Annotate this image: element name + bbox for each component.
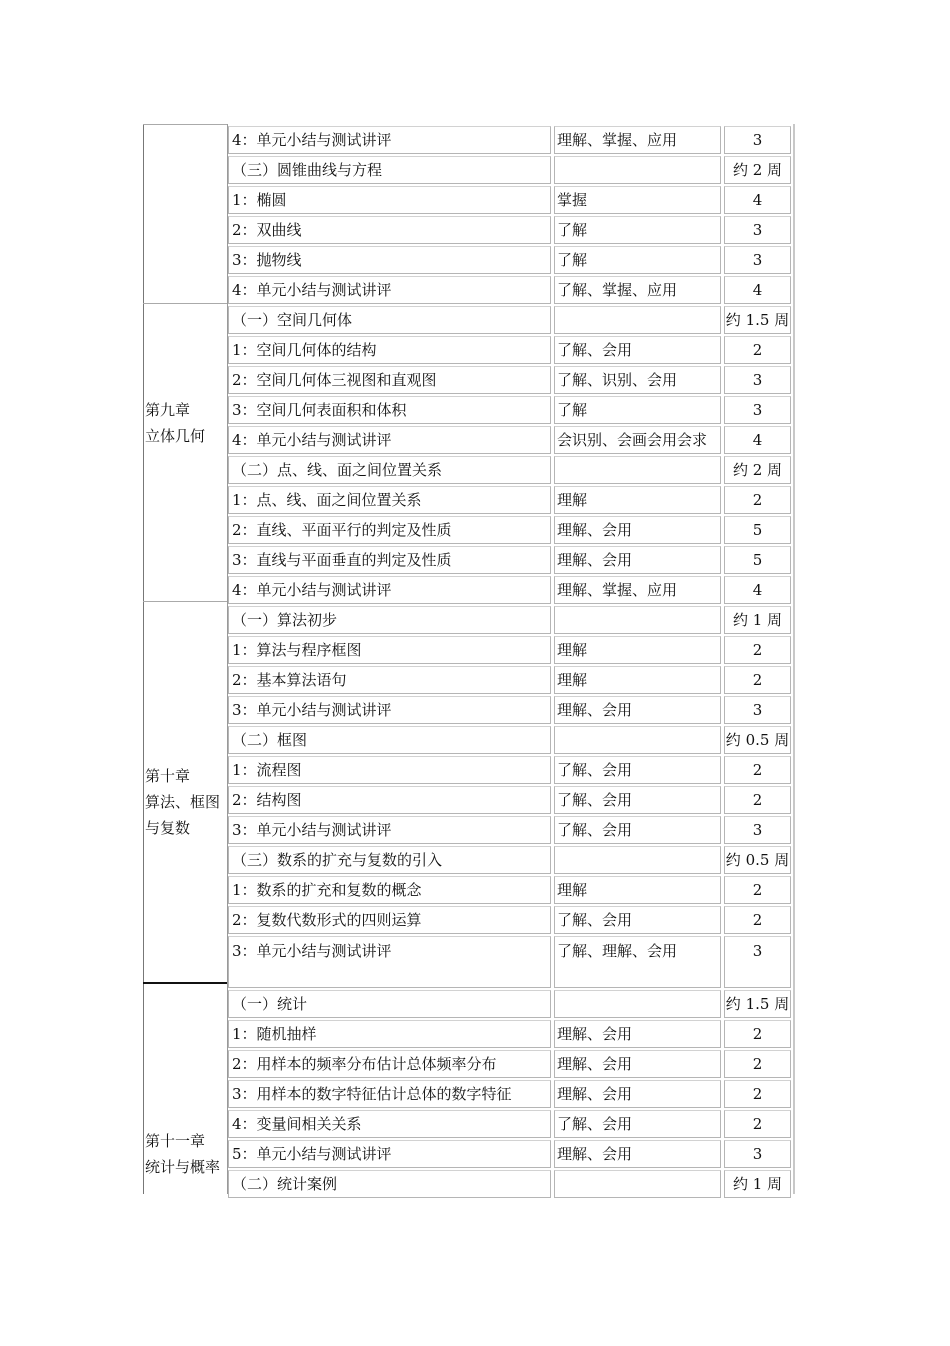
table-row [228, 246, 794, 274]
lesson-cell: 4：单元小结与测试讲评 [228, 126, 551, 154]
table-row [228, 846, 794, 874]
table-row [228, 1110, 794, 1138]
hours-cell: 约 0.5 周 [724, 846, 791, 874]
requirement-cell: 理解、会用 [554, 696, 721, 724]
lesson-cell: 2：空间几何体三视图和直观图 [228, 366, 551, 394]
table-row [228, 606, 794, 634]
chapter-label: 第九章 [145, 401, 191, 419]
lesson-cell: （二）点、线、面之间位置关系 [228, 456, 551, 484]
lesson-cell: 4：单元小结与测试讲评 [228, 276, 551, 304]
hours-cell: 4 [724, 426, 791, 454]
table-row [228, 1080, 794, 1108]
lesson-cell: （一）空间几何体 [228, 306, 551, 334]
table-row [228, 876, 794, 904]
table-row [228, 516, 794, 544]
requirement-cell: 掌握 [554, 186, 721, 214]
requirement-cell: 理解、会用 [554, 1050, 721, 1078]
hours-cell: 2 [724, 876, 791, 904]
syllabus-table [227, 124, 795, 1194]
lesson-cell: （一）算法初步 [228, 606, 551, 634]
table-row [228, 306, 794, 334]
hours-cell: 2 [724, 636, 791, 664]
table-row [228, 1050, 794, 1078]
table-row [228, 666, 794, 694]
hours-cell: 3 [724, 396, 791, 424]
hours-cell: 3 [724, 1140, 791, 1168]
requirement-cell: 理解 [554, 486, 721, 514]
lesson-cell: （二）框图 [228, 726, 551, 754]
requirement-cell: 了解、识别、会用 [554, 366, 721, 394]
hours-cell: 约 1 周 [724, 606, 791, 634]
requirement-cell: 理解、掌握、应用 [554, 126, 721, 154]
table-row [228, 1020, 794, 1048]
lesson-cell: （二）统计案例 [228, 1170, 551, 1198]
table-row [228, 486, 794, 514]
table-row [228, 816, 794, 844]
requirement-cell: 理解、会用 [554, 1140, 721, 1168]
lesson-cell: 1：点、线、面之间位置关系 [228, 486, 551, 514]
table-row [228, 456, 794, 484]
table-row [228, 936, 794, 988]
hours-cell: 约 2 周 [724, 156, 791, 184]
hours-cell: 2 [724, 756, 791, 784]
hours-cell: 3 [724, 216, 791, 244]
requirement-cell: 了解、会用 [554, 786, 721, 814]
chapter-label: 第十一章 [145, 1132, 206, 1150]
requirement-cell: 了解、会用 [554, 336, 721, 364]
requirement-cell: 理解、掌握、应用 [554, 576, 721, 604]
lesson-cell: 2：用样本的频率分布估计总体频率分布 [228, 1050, 551, 1078]
requirement-cell [554, 456, 721, 484]
lesson-cell: 1：流程图 [228, 756, 551, 784]
table-row [228, 336, 794, 364]
hours-cell: 4 [724, 576, 791, 604]
requirement-cell [554, 726, 721, 754]
requirement-cell: 理解 [554, 876, 721, 904]
table-row [228, 576, 794, 604]
chapter-label: 第十章 [145, 767, 191, 785]
table-row [228, 126, 794, 154]
requirement-cell: 了解 [554, 396, 721, 424]
hours-cell: 3 [724, 936, 791, 988]
requirement-cell [554, 1170, 721, 1198]
requirement-cell: 理解、会用 [554, 516, 721, 544]
requirement-cell [554, 606, 721, 634]
hours-cell: 2 [724, 1080, 791, 1108]
lesson-cell: 3：用样本的数字特征估计总体的数字特征 [228, 1080, 551, 1108]
hours-cell: 3 [724, 246, 791, 274]
hours-cell: 2 [724, 786, 791, 814]
lesson-cell: 1：随机抽样 [228, 1020, 551, 1048]
hours-cell: 4 [724, 276, 791, 304]
requirement-cell [554, 990, 721, 1018]
table-row [228, 756, 794, 784]
requirement-cell: 理解、会用 [554, 546, 721, 574]
chapter-label: 立体几何 [145, 427, 206, 445]
hours-cell: 3 [724, 696, 791, 724]
lesson-cell: 4：单元小结与测试讲评 [228, 576, 551, 604]
hours-cell: 3 [724, 126, 791, 154]
table-row [228, 546, 794, 574]
hours-cell: 3 [724, 816, 791, 844]
hours-cell: 2 [724, 1050, 791, 1078]
requirement-cell: 理解 [554, 636, 721, 664]
requirement-cell: 了解 [554, 246, 721, 274]
lesson-cell: 1：数系的扩充和复数的概念 [228, 876, 551, 904]
hours-cell: 约 0.5 周 [724, 726, 791, 754]
requirement-cell: 了解 [554, 216, 721, 244]
hours-cell: 2 [724, 906, 791, 934]
lesson-cell: 3：单元小结与测试讲评 [228, 936, 551, 988]
table-row [228, 276, 794, 304]
lesson-cell: （三）数系的扩充与复数的引入 [228, 846, 551, 874]
lesson-cell: 4：单元小结与测试讲评 [228, 426, 551, 454]
lesson-cell: 3：抛物线 [228, 246, 551, 274]
requirement-cell: 了解、会用 [554, 816, 721, 844]
lesson-cell: 5：单元小结与测试讲评 [228, 1140, 551, 1168]
lesson-cell: 2：基本算法语句 [228, 666, 551, 694]
lesson-cell: （一）统计 [228, 990, 551, 1018]
hours-cell: 约 2 周 [724, 456, 791, 484]
table-row [228, 786, 794, 814]
table-row [228, 990, 794, 1018]
requirement-cell: 了解、会用 [554, 756, 721, 784]
chapter-separator [143, 601, 228, 602]
lesson-cell: 2：复数代数形式的四则运算 [228, 906, 551, 934]
hours-cell: 2 [724, 1110, 791, 1138]
hours-cell: 5 [724, 546, 791, 574]
requirement-cell [554, 306, 721, 334]
hours-cell: 2 [724, 486, 791, 514]
lesson-cell: 1：椭圆 [228, 186, 551, 214]
table-row [228, 216, 794, 244]
lesson-cell: 1：算法与程序框图 [228, 636, 551, 664]
hours-cell: 2 [724, 1020, 791, 1048]
lesson-cell: 3：单元小结与测试讲评 [228, 696, 551, 724]
table-row [228, 696, 794, 724]
requirement-cell: 了解、会用 [554, 906, 721, 934]
hours-cell: 约 1 周 [724, 1170, 791, 1198]
table-row [228, 726, 794, 754]
requirement-cell [554, 156, 721, 184]
hours-cell: 2 [724, 666, 791, 694]
requirement-cell: 理解、会用 [554, 1020, 721, 1048]
table-row [228, 396, 794, 424]
hours-cell: 3 [724, 366, 791, 394]
hours-cell: 2 [724, 336, 791, 364]
lesson-cell: 2：结构图 [228, 786, 551, 814]
requirement-cell: 理解 [554, 666, 721, 694]
chapter-label: 与复数 [145, 819, 191, 837]
requirement-cell: 了解、会用 [554, 1110, 721, 1138]
table-row [228, 906, 794, 934]
requirement-cell: 理解、会用 [554, 1080, 721, 1108]
table-row [228, 366, 794, 394]
hours-cell: 5 [724, 516, 791, 544]
chapter-separator [143, 982, 228, 984]
lesson-cell: 3：空间几何表面积和体积 [228, 396, 551, 424]
lesson-cell: 4：变量间相关关系 [228, 1110, 551, 1138]
lesson-cell: 2：双曲线 [228, 216, 551, 244]
chapter-label: 统计与概率 [145, 1158, 221, 1176]
lesson-cell: 3：直线与平面垂直的判定及性质 [228, 546, 551, 574]
hours-cell: 约 1.5 周 [724, 990, 791, 1018]
table-row [228, 636, 794, 664]
chapter-label: 算法、框图 [145, 793, 221, 811]
table-row [228, 426, 794, 454]
requirement-cell [554, 846, 721, 874]
table-row [228, 1140, 794, 1168]
lesson-cell: （三）圆锥曲线与方程 [228, 156, 551, 184]
requirement-cell: 了解、掌握、应用 [554, 276, 721, 304]
table-row [228, 156, 794, 184]
lesson-cell: 2：直线、平面平行的判定及性质 [228, 516, 551, 544]
requirement-cell: 了解、理解、会用 [554, 936, 721, 988]
chapter-separator [143, 303, 228, 304]
lesson-cell: 1：空间几何体的结构 [228, 336, 551, 364]
chapter-separator [143, 124, 228, 125]
hours-cell: 约 1.5 周 [724, 306, 791, 334]
chapter-column [143, 124, 228, 1194]
table-row [228, 186, 794, 214]
lesson-cell: 3：单元小结与测试讲评 [228, 816, 551, 844]
table-row [228, 1170, 794, 1198]
hours-cell: 4 [724, 186, 791, 214]
requirement-cell: 会识别、会画会用会求 [554, 426, 721, 454]
